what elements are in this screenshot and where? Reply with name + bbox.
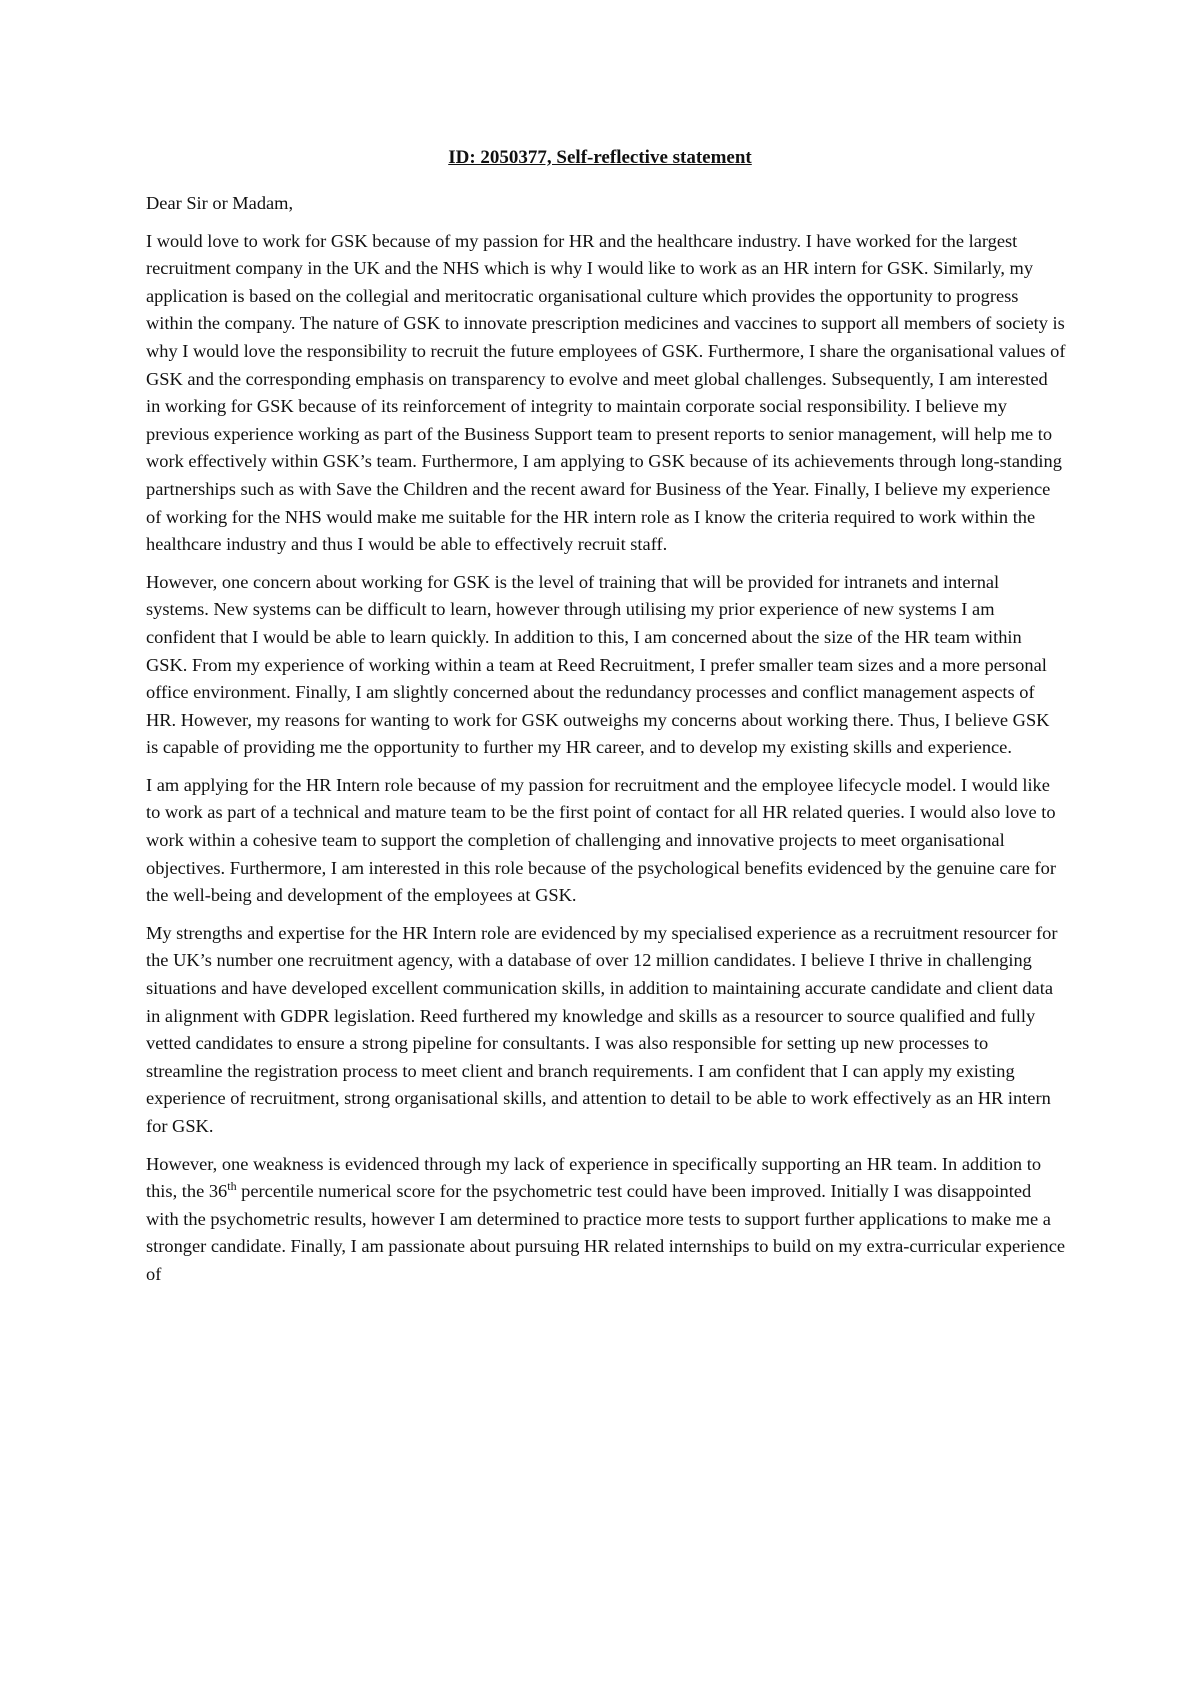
paragraph-strengths: My strengths and expertise for the HR Intern role are evidenced by my specialised experience as a recruitment resourcer for the UK’s number one recruitment agency, with a database of over 12 million candidates. I believe I thrive in challenging situations and have developed excellent communication skills, in addition to maintaining accurate candidate and client data in alignment with GDPR legislation. Reed furthered my knowledge and skills as a resourcer to source qualified and fully vetted candidates to ensure a strong pipeline for consultants. I was also responsible for setting up new processes to streamline the registration process to meet client and branch requirements. I am confident that I can apply my existing experience of recruitment, strong organisational skills, and attention to detail to be able to work effectively as an HR intern for GSK. xyxy=(146,922,1058,1136)
paragraph-weaknesses-rest: percentile numerical score for the psychometric test could have been improved. Initially I was disappointed with the psychometric results, however I am determined to practice more tests to support further applications to make me a stronger candidate. Finally, I am passionate about pursuing HR related internships to build on my extra-curricular experience of xyxy=(146,1181,1066,1284)
salutation: Dear Sir or Madam, xyxy=(146,193,294,213)
document-title: ID: 2050377, Self-reflective statement xyxy=(448,147,752,168)
ordinal-superscript: th xyxy=(227,1179,237,1194)
paragraph-weaknesses xyxy=(146,1151,1066,1289)
paragraph-concerns: However, one concern about working for GSK is the level of training that will be provided for intranets and internal systems. New systems can be difficult to learn, however through utilising my prior experience of new systems I am confident that I would be able to learn quickly. In addition to this, I am concerned about the size of the HR team within GSK. From my experience of working within a team at Reed Recruitment, I prefer smaller team sizes and a more personal office environment. Finally, I am slightly concerned about the redundancy processes and conflict management aspects of HR. However, my reasons for wanting to work for GSK outweighs my concerns about working there. Thus, I believe GSK is capable of providing me the opportunity to further my HR career, and to develop my existing skills and experience. xyxy=(146,571,1050,758)
paragraph-weaknesses-start: However, one weakness is evidenced through my lack of experience in specifically supporting an HR team. In addition to this, the 36 xyxy=(146,1153,1042,1202)
paragraph-motivation: I would love to work for GSK because of my passion for HR and the healthcare industry. I have worked for the largest recruitment company in the UK and the NHS which is why I would like to work as an HR intern for GSK. Similarly, my application is based on the collegial and meritocratic organisational culture which provides the opportunity to progress within the company. The nature of GSK to innovate prescription medicines and vaccines to support all members of society is why I would love the responsibility to recruit the future employees of GSK. Furthermore, I share the organisational values of GSK and the corresponding emphasis on transparency to evolve and meet global challenges. Subsequently, I am interested in working for GSK because of its reinforcement of integrity to maintain corporate social responsibility. I believe my previous experience working as part of the Business Support team to present reports to senior management, will help me to work effectively within GSK’s team. Furthermore, I am applying to GSK because of its achievements through long-standing partnerships such as with Save the Children and the recent award for Business of the Year. Finally, I believe my experience of working for the NHS would make me suitable for the HR intern role as I know the criteria required to work within the healthcare industry and thus I would be able to effectively recruit staff. xyxy=(146,230,1066,555)
paragraph-role-interest: I am applying for the HR Intern role because of my passion for recruitment and the employee lifecycle model. I would like to work as part of a technical and mature team to be the first point of contact for all HR related queries. I would also love to work within a cohesive team to support the completion of challenging and innovative projects to meet organisational objectives. Furthermore, I am interested in this role because of the psychological benefits evidenced by the genuine care for the well-being and development of the employees at GSK. xyxy=(146,774,1057,906)
document-body xyxy=(146,190,1066,1299)
